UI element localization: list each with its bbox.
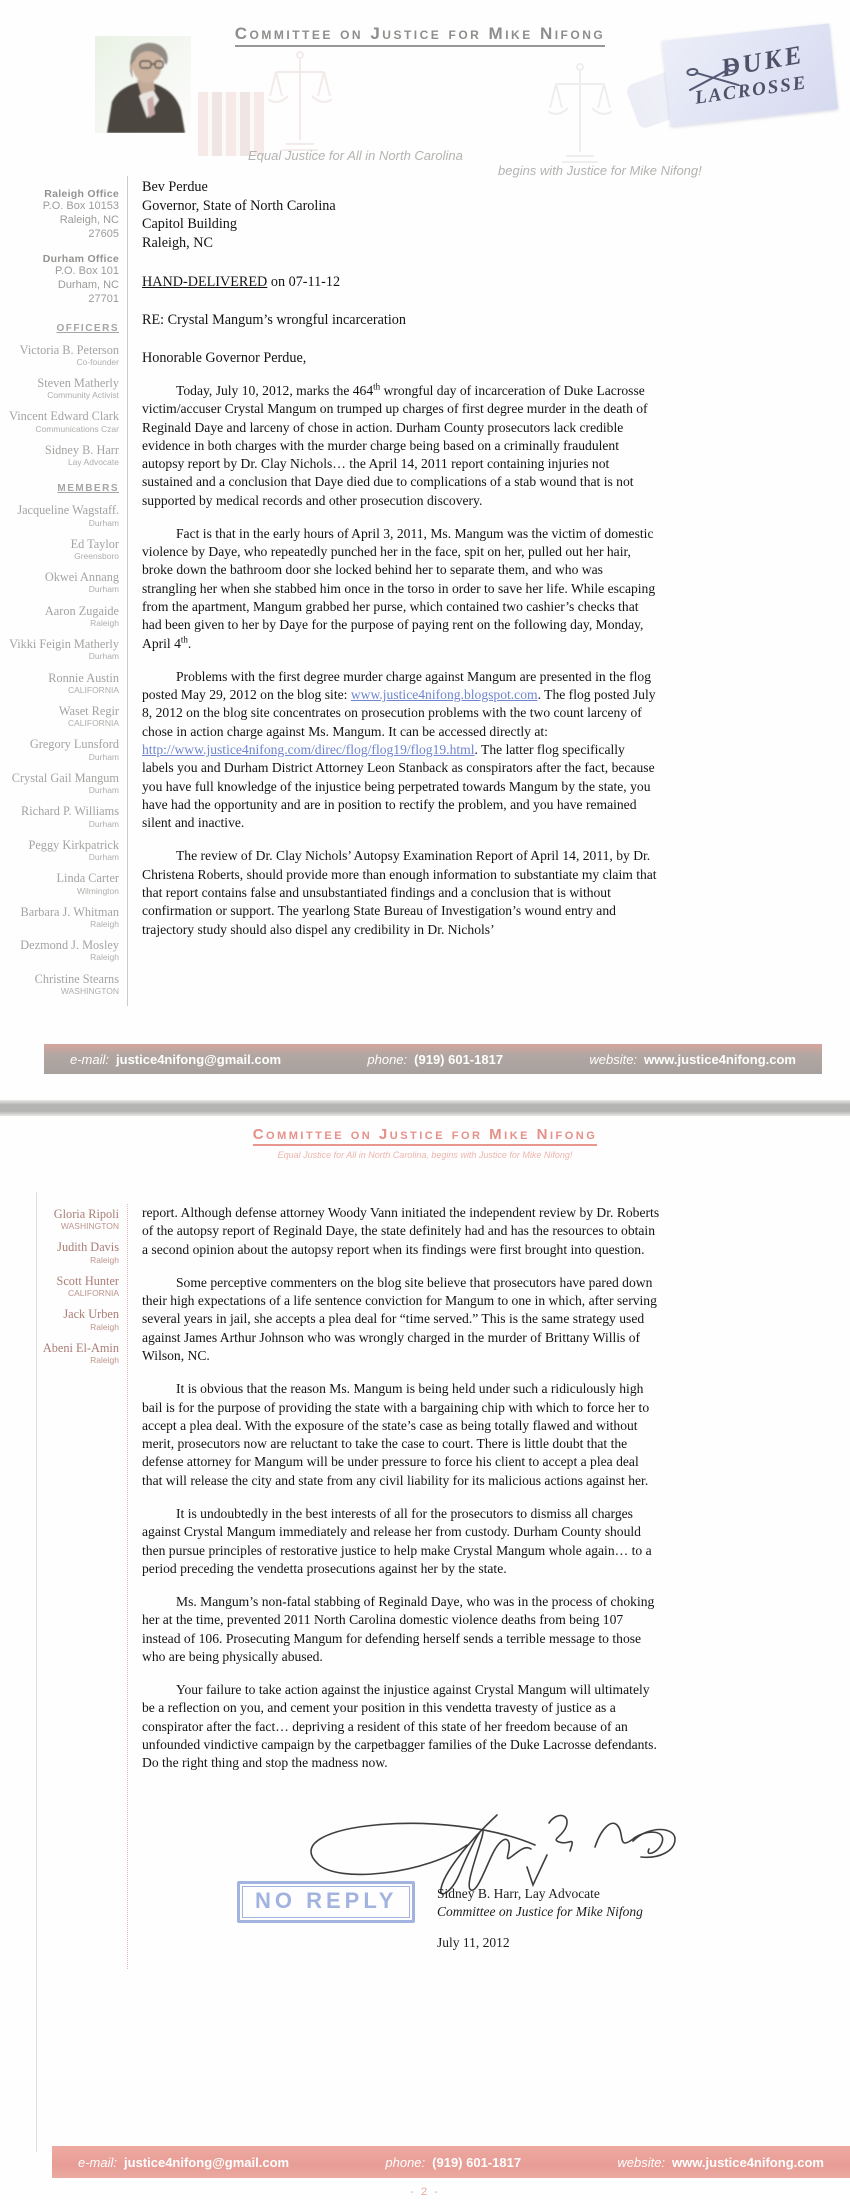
roster-entry	[0, 638, 119, 661]
office-label: Raleigh Office	[44, 188, 119, 200]
no-reply-stamp	[237, 1881, 415, 1923]
roster-name: Jacqueline Wagstaff.	[17, 503, 119, 518]
roster-name: Linda Carter	[56, 871, 119, 886]
phone-label: phone:	[385, 2154, 426, 2170]
roster-name: Peggy Kirkpatrick	[28, 837, 119, 852]
roster-name: Ronnie Austin	[48, 670, 119, 685]
roster-role: Wilmington	[76, 885, 119, 896]
letter-paragraph: Problems with the first degree murder charge against Mangum are presented in the flog posted May 29, 2012 on the blog site: www.justice4nifong.blogspot.com. The flog posted July 8, 2012 on the blog site concentrates on prosecution problems with the two count larceny of chose in action charge against Ms. Mangum. It can be accessed directly at: http://www.justice4nifong.com/direc/flog/flog19/flog19.html. The latter flog specifically labels you and Durham District Attorney Leon Stanback as conspirators after the fact, because you have full knowledge of the injustice being perpetrated towards Mangum by the state, you have had the opportunity and are in position to rectify the problem, and you have remained silent and inactive.	[142, 668, 656, 831]
committee-title-text: Committee on Justice for Mike Nifong	[235, 24, 605, 47]
pennant-line1: DUKE	[718, 39, 807, 83]
roster-entry	[0, 705, 119, 728]
roster-name: Richard P. Williams	[21, 804, 119, 819]
roster-role: CALIFORNIA	[67, 1288, 119, 1299]
roster-entry	[0, 906, 119, 929]
contact-bar-page1	[44, 1044, 822, 1074]
roster-entry	[0, 772, 119, 795]
website-label: website:	[589, 1051, 638, 1067]
roster-name: Christine Stearns	[34, 971, 119, 986]
roster-name: Judith Davis	[57, 1240, 119, 1255]
letter-paragraph: Fact is that in the early hours of April 3, 2011, Ms. Mangum was the victim of domestic violence by Daye, who repeatedly punched her in the face, spit on her, pulled out her hair, broke down the bathroom door she locked behind her to separate them, and who was strangling her when she stabbed him once in the torso in order to save her life. While escaping from the apartment, Mangum grabbed her purse, which contained two cashier’s checks that had been given to her by Daye for the purpose of paying rent on the following day, Monday, April 4th.	[142, 525, 656, 651]
page1-body	[0, 176, 850, 1006]
hand-delivered-date: on 07-11-12	[267, 273, 341, 290]
recipient-address	[142, 178, 658, 253]
books-watermark	[198, 92, 264, 156]
roster-role: Community Activist	[47, 390, 119, 401]
phone-label: phone:	[367, 1051, 408, 1067]
no-reply-stamp-text: NO REPLY	[242, 1886, 410, 1918]
contact-phone	[385, 2155, 521, 2170]
members-list-page2	[0, 1208, 119, 1365]
letterhead-sidebar-page2	[0, 1204, 128, 1969]
roster-role: Communications Czar	[35, 423, 119, 434]
roster-role: Durham	[88, 517, 119, 528]
roster-role: Durham	[88, 818, 119, 829]
roster-name: Okwei Annang	[44, 570, 119, 585]
roster-entry	[0, 973, 119, 996]
roster-role: WASHINGTON	[60, 985, 119, 996]
roster-entry	[0, 672, 119, 695]
roster-role: Raleigh	[90, 617, 119, 628]
letterhead-sidebar	[0, 176, 128, 1006]
website-label: website:	[617, 2154, 666, 2170]
roster-role: Durham	[88, 651, 119, 662]
roster-name: Aaron Zugaide	[44, 603, 119, 618]
roster-name: Victoria B. Peterson	[19, 342, 119, 357]
page2-header	[0, 1116, 850, 1160]
letter-link[interactable]: www.justice4nifong.blogspot.com	[350, 687, 538, 703]
page-separator	[0, 1100, 850, 1116]
roster-entry	[0, 504, 119, 527]
superscript: th	[180, 634, 188, 645]
roster-name: Sidney B. Harr	[44, 442, 119, 457]
roster-name: Jack Urben	[63, 1307, 119, 1322]
roster-role: Raleigh	[90, 1355, 119, 1366]
email-value: justice4nifong@gmail.com	[124, 2154, 290, 2170]
roster-name: Abeni El-Amin	[42, 1340, 119, 1355]
committee-title-page2: Committee on Justice for Mike Nifong	[253, 1126, 598, 1146]
letter-body-page1	[128, 176, 850, 1006]
roster-name: Dezmond J. Mosley	[20, 938, 119, 953]
roster-role: Durham	[88, 785, 119, 796]
letter-paragraph: It is obvious that the reason Ms. Mangum is being held under such a ridiculously high bail is for the purpose of providing the state with a bargaining chip with which to force her to accept a plea deal. With the exposure of the state’s case as being totally flawed and without merit, prosecutors now are reluctant to take the case to court. There is little doubt that the defense attorney for Mangum will be under pressure to force his client to accept a plea deal that will release the city and state from any civil liability for its malicious actions against her.	[142, 1381, 650, 1488]
letter-paragraphs-page2	[142, 1204, 660, 1773]
roster-entry	[0, 444, 119, 467]
pennant-line2: LACROSSE	[694, 71, 810, 109]
phone-value: (919) 601-1817	[432, 2154, 522, 2170]
roster-entry	[0, 1241, 119, 1264]
roster-role: Durham	[88, 584, 119, 595]
roster-entry	[0, 805, 119, 828]
superscript: th	[373, 381, 381, 392]
letter-paragraph: Your failure to take action against the injustice against Crystal Mangum will ultimately be a reflection on you, and cement your position in this vendetta travesty of justice as a conspirator after the fact… depriving a resident of this state of her freedom because of an unfounded vindictive campaign by the carpetbagger families of the Duke Lacrosse defendants. Do the right thing and stop the madness now.	[142, 1682, 657, 1771]
roster-entry	[0, 571, 119, 594]
roster-name: Scott Hunter	[56, 1273, 119, 1288]
roster-name: Barbara J. Whitman	[20, 904, 119, 919]
committee-title	[185, 24, 655, 47]
signature-date: July 11, 2012	[437, 1935, 510, 1951]
office-label: Durham Office	[42, 253, 119, 266]
page-edge-line	[36, 1192, 37, 2152]
roster-name: Ed Taylor	[70, 536, 119, 551]
signatory-name: Sidney B. Harr, Lay Advocate	[437, 1885, 600, 1901]
contact-phone	[367, 1052, 503, 1067]
roster-role: Raleigh	[90, 1254, 119, 1265]
roster-role: Greensboro	[74, 551, 119, 562]
officers-list	[0, 344, 119, 468]
recipient-building: Capitol Building	[142, 216, 237, 233]
page2-body	[0, 1204, 850, 1969]
letter-paragraphs-page1	[142, 382, 658, 939]
roster-name: Vikki Feigin Matherly	[9, 637, 119, 652]
hand-delivered-label: HAND-DELIVERED	[142, 273, 268, 290]
letter-paragraph: report. Although defense attorney Woody Vann initiated the independent review by Dr. Roberts of the autopsy report of Reginald Daye, the state definitely had and has the resources to obtain a second opinion about the autopsy report when its findings were first brought into question.	[142, 1205, 660, 1257]
roster-entry	[0, 1275, 119, 1298]
letter-paragraph: Ms. Mangum’s non-fatal stabbing of Reginald Daye, who was in the process of choking her at the time, prevented 2011 North Carolina domestic violence deaths from being 107 instead of 106. Prosecuting Mangum for defending herself sends a terrible message to those who are being physically abused.	[142, 1594, 655, 1664]
roster-entry	[0, 839, 119, 862]
roster-role: CALIFORNIA	[67, 684, 119, 695]
letter-paragraph: The review of Dr. Clay Nichols’ Autopsy Examination Report of April 14, 2011, by Dr. Christena Roberts, should provide more than enough information to substantiate my claim that that report contains false and unsubstantiated findings and a conclusion that is without confirmation or support. The yearlong State Bureau of Investigation’s wound entry and trajectory study should also dispel any credibility in Dr. Nichols’	[142, 848, 657, 937]
page1-header	[0, 0, 850, 176]
roster-role: Raleigh	[90, 919, 119, 930]
tagline-page2: Equal Justice for All in North Carolina, begins with Justice for Mike Nifong!	[277, 1150, 573, 1160]
recipient-name: Bev Perdue	[142, 179, 208, 195]
salutation: Honorable Governor Perdue,	[142, 349, 307, 366]
website-value: www.justice4nifong.com	[672, 2154, 824, 2170]
roster-role: Durham	[88, 751, 119, 762]
letter-paragraph: Today, July 10, 2012, marks the 464th wrongful day of incarceration of Duke Lacrosse victim/accuser Crystal Mangum on trumped up charges of first degree murder in the death of Reginald Daye and larceny of chose in action. Durham County prosecutors lack credible evidence in both charges with the murder charge being based on a criminally fraudulent autopsy report by Dr. Clay Nichols… the April 14, 2011 report containing injuries not sustained and a conclusion that Daye died due to complications of a stab wound that is not supported by medical records and other prosecution discovery.	[142, 381, 648, 508]
office-lines: P.O. Box 101 Durham, NC 27701	[54, 265, 119, 305]
contact-email	[78, 2155, 289, 2170]
letter-page-2	[0, 1116, 850, 2200]
contact-website	[617, 2155, 824, 2170]
roster-name: Waset Regir	[58, 704, 119, 719]
office-address	[0, 253, 119, 306]
officers-heading: OFFICERS	[56, 322, 119, 334]
signatory-org: Committee on Justice for Mike Nifong	[437, 1903, 643, 1919]
roster-entry	[0, 939, 119, 962]
letter-paragraph: It is undoubtedly in the best interests of all for the prosecutors to dismiss all charges against Crystal Mangum immediately and release her from custody. Durham County should then pursue principles of restorative justice to help make Crystal Mangum whole again… to a period preceding the vendetta prosecutions against her by the state.	[142, 1505, 652, 1576]
roster-name: Gloria Ripoli	[53, 1207, 119, 1221]
roster-role: Co-founder	[76, 356, 119, 367]
roster-entry	[0, 1208, 119, 1231]
recipient-city: Raleigh, NC	[142, 235, 213, 252]
website-value: www.justice4nifong.com	[644, 1051, 796, 1067]
roster-role: Raleigh	[90, 1321, 119, 1332]
hand-delivered-line	[142, 274, 658, 291]
roster-entry	[0, 377, 119, 400]
contact-bar-page2	[52, 2146, 850, 2178]
roster-name: Steven Matherly	[37, 375, 119, 390]
recipient-title: Governor, State of North Carolina	[142, 197, 336, 214]
roster-role: Durham	[88, 852, 119, 863]
office-address	[0, 188, 119, 241]
tagline-left: Equal Justice for All in North Carolina	[248, 148, 463, 163]
contact-website	[589, 1052, 796, 1067]
signature-block	[142, 1789, 660, 1969]
re-line: RE: Crystal Mangum’s wrongful incarceration	[142, 311, 406, 328]
roster-entry	[0, 410, 119, 433]
office-lines: P.O. Box 10153 Raleigh, NC 27605	[42, 200, 119, 240]
members-heading: MEMBERS	[57, 483, 119, 495]
roster-entry	[0, 344, 119, 367]
office-list	[0, 188, 119, 307]
email-label: e-mail:	[70, 1051, 110, 1067]
roster-entry	[0, 1342, 119, 1365]
email-value: justice4nifong@gmail.com	[116, 1051, 282, 1067]
roster-name: Crystal Gail Mangum	[11, 770, 119, 785]
roster-entry	[0, 872, 119, 895]
roster-role: WASHINGTON	[60, 1221, 119, 1232]
email-label: e-mail:	[78, 2154, 118, 2170]
roster-entry	[0, 538, 119, 561]
roster-name: Vincent Edward Clark	[9, 409, 119, 424]
roster-entry	[0, 1308, 119, 1331]
duke-lacrosse-pennant	[662, 23, 838, 126]
contact-email	[70, 1052, 281, 1067]
roster-entry	[0, 738, 119, 761]
roster-entry	[0, 605, 119, 628]
roster-role: Lay Advocate	[67, 457, 119, 468]
phone-value: (919) 601-1817	[414, 1051, 504, 1067]
roster-name: Gregory Lunsford	[29, 737, 119, 752]
scales-watermark-icon	[268, 48, 332, 160]
page-number: - 2 -	[410, 2186, 440, 2198]
scales-watermark-icon	[548, 60, 612, 172]
roster-role: Raleigh	[90, 952, 119, 963]
letter-paragraph: Some perceptive commenters on the blog site believe that prosecutors have pared down their high expectations of a life sentence conviction for Mangum to one in which, after serving several years in jail, she accepts a plea deal for “time served.” This is the same strategy used against James Arthur Johnson who was wrongly charged in the murder of Brittany Willis of Wilson, NC.	[142, 1274, 657, 1363]
portrait-photo	[95, 36, 191, 133]
letter-body-page2	[128, 1204, 850, 1969]
roster-role: CALIFORNIA	[67, 718, 119, 729]
tagline-right: begins with Justice for Mike Nifong!	[498, 163, 702, 178]
members-list	[0, 504, 119, 996]
signature-lines	[437, 1885, 643, 1953]
letter-link[interactable]: http://www.justice4nifong.com/direc/flog/flog19/flog19.html	[142, 742, 475, 757]
